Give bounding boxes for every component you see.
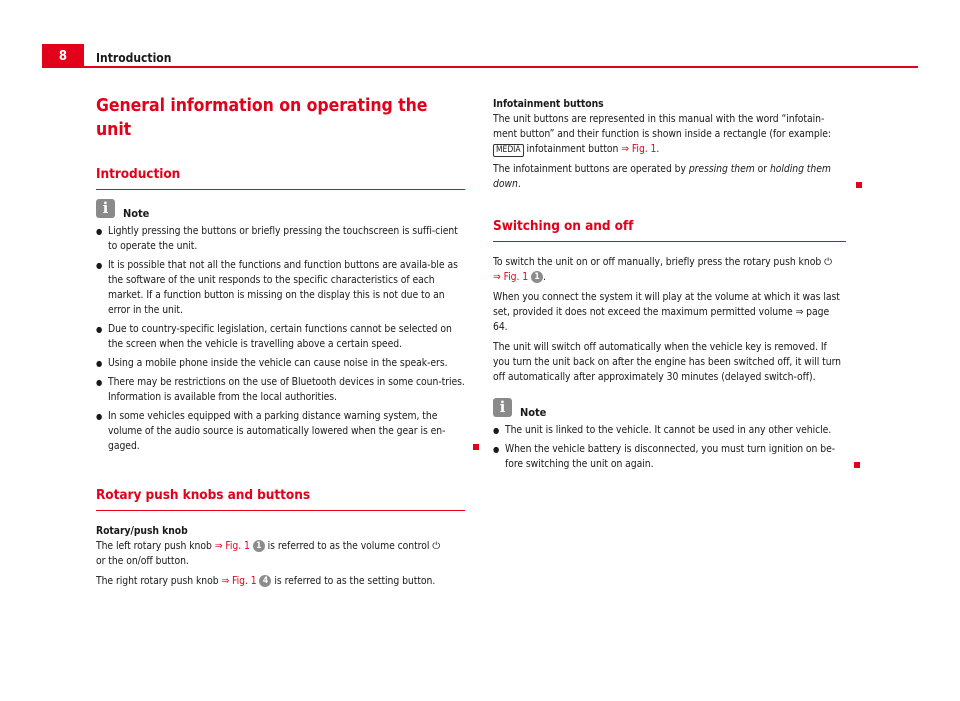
switching-paragraph: When you connect the system it will play at the volume at which it was last set, provided it does not exceed the maximum permitted volume ⇒ page 64. [493, 291, 840, 333]
knobs-subheading: Rotary/push knob [96, 525, 188, 537]
note-item: ● There may be restrictions on the use of Bluetooth devices in some coun-tries. Information is available from the local authorities. [96, 376, 465, 403]
note-item: ● Due to country-specific legislation, certain functions cannot be selected on the screen when the vehicle is travelling above a certain speed. [96, 323, 452, 350]
chapter-title: Introduction [96, 51, 172, 65]
note-label: Note [123, 207, 150, 220]
knob-paragraph: The left rotary push knob ⇒ Fig. 1 1 is referred to as the volume control ⏻ or the on/off button. [96, 540, 441, 567]
note-label: Note [520, 406, 547, 419]
note-item: ● Using a mobile phone inside the vehicle can cause noise in the speak-ers. [96, 357, 448, 369]
section-end-marker [854, 462, 860, 468]
note-item: ● It is possible that not all the functions and function buttons are availa-ble as the software of the unit responds to the specific characteristics of each market. If a function button is missing on the display this is not due to an error in the unit. [96, 259, 458, 316]
power-icon: ⏻ [432, 541, 441, 552]
header-rule [42, 66, 918, 68]
left-column [96, 94, 465, 589]
section-end-marker [856, 182, 862, 188]
figure-link[interactable]: ⇒ Fig. 1 [621, 143, 657, 155]
infotainment-paragraph: The unit buttons are represented in this manual with the word “infotain-ment button” and their function is shown inside a rectangle (for example: MEDIA infotainment button ⇒ Fig. 1. [493, 113, 831, 155]
figure-link[interactable]: ⇒ Fig. 1 [221, 575, 257, 587]
note-header [493, 399, 846, 420]
right-column [493, 97, 846, 472]
callout-number: 1 [253, 540, 265, 552]
note-item: ● Lightly pressing the buttons or briefly pressing the touchscreen is suffi-cient to operate the unit. [96, 225, 458, 252]
figure-link[interactable]: ⇒ Fig. 1 [493, 271, 529, 283]
page-number: 8 [42, 44, 84, 68]
note-item: ● In some vehicles equipped with a parking distance warning system, the volume of the audio source is automatically lowered when the gear is en-gaged. [96, 409, 465, 454]
knobs-heading: Rotary push knobs and buttons [96, 487, 310, 503]
callout-number: 4 [259, 575, 271, 587]
infotainment-subheading: Infotainment buttons [493, 98, 604, 110]
callout-number: 1 [531, 271, 543, 283]
infotainment-paragraph: The infotainment buttons are operated by pressing them or holding them down. [493, 162, 846, 192]
figure-link[interactable]: ⇒ Fig. 1 [214, 540, 250, 552]
switching-heading: Switching on and off [493, 218, 634, 234]
power-icon: ⏻ [824, 257, 832, 268]
introduction-heading: Introduction [96, 166, 181, 182]
info-icon: i [493, 398, 512, 417]
switching-paragraph: To switch the unit on or off manually, briefly press the rotary push knob ⏻ ⇒ Fig. 1 1 . [493, 256, 832, 283]
section-title: General information on operating the unit [96, 96, 428, 140]
note-item: ● When the vehicle battery is disconnected, you must turn ignition on be-fore switching the unit on again. [493, 442, 846, 472]
knob-paragraph: The right rotary push knob ⇒ Fig. 1 4 is referred to as the setting button. [96, 575, 436, 587]
section-end-marker [473, 444, 479, 450]
switching-paragraph: The unit will switch off automatically when the vehicle key is removed. If you turn the unit back on after the engine has been switched off, it will turn off automatically after approximately 30 minutes (delayed switch-off). [493, 341, 841, 383]
media-button-example: MEDIA [493, 144, 524, 157]
note-item: ● The unit is linked to the vehicle. It cannot be used in any other vehicle. [493, 424, 832, 436]
info-icon: i [96, 199, 115, 218]
note-header [96, 200, 465, 221]
